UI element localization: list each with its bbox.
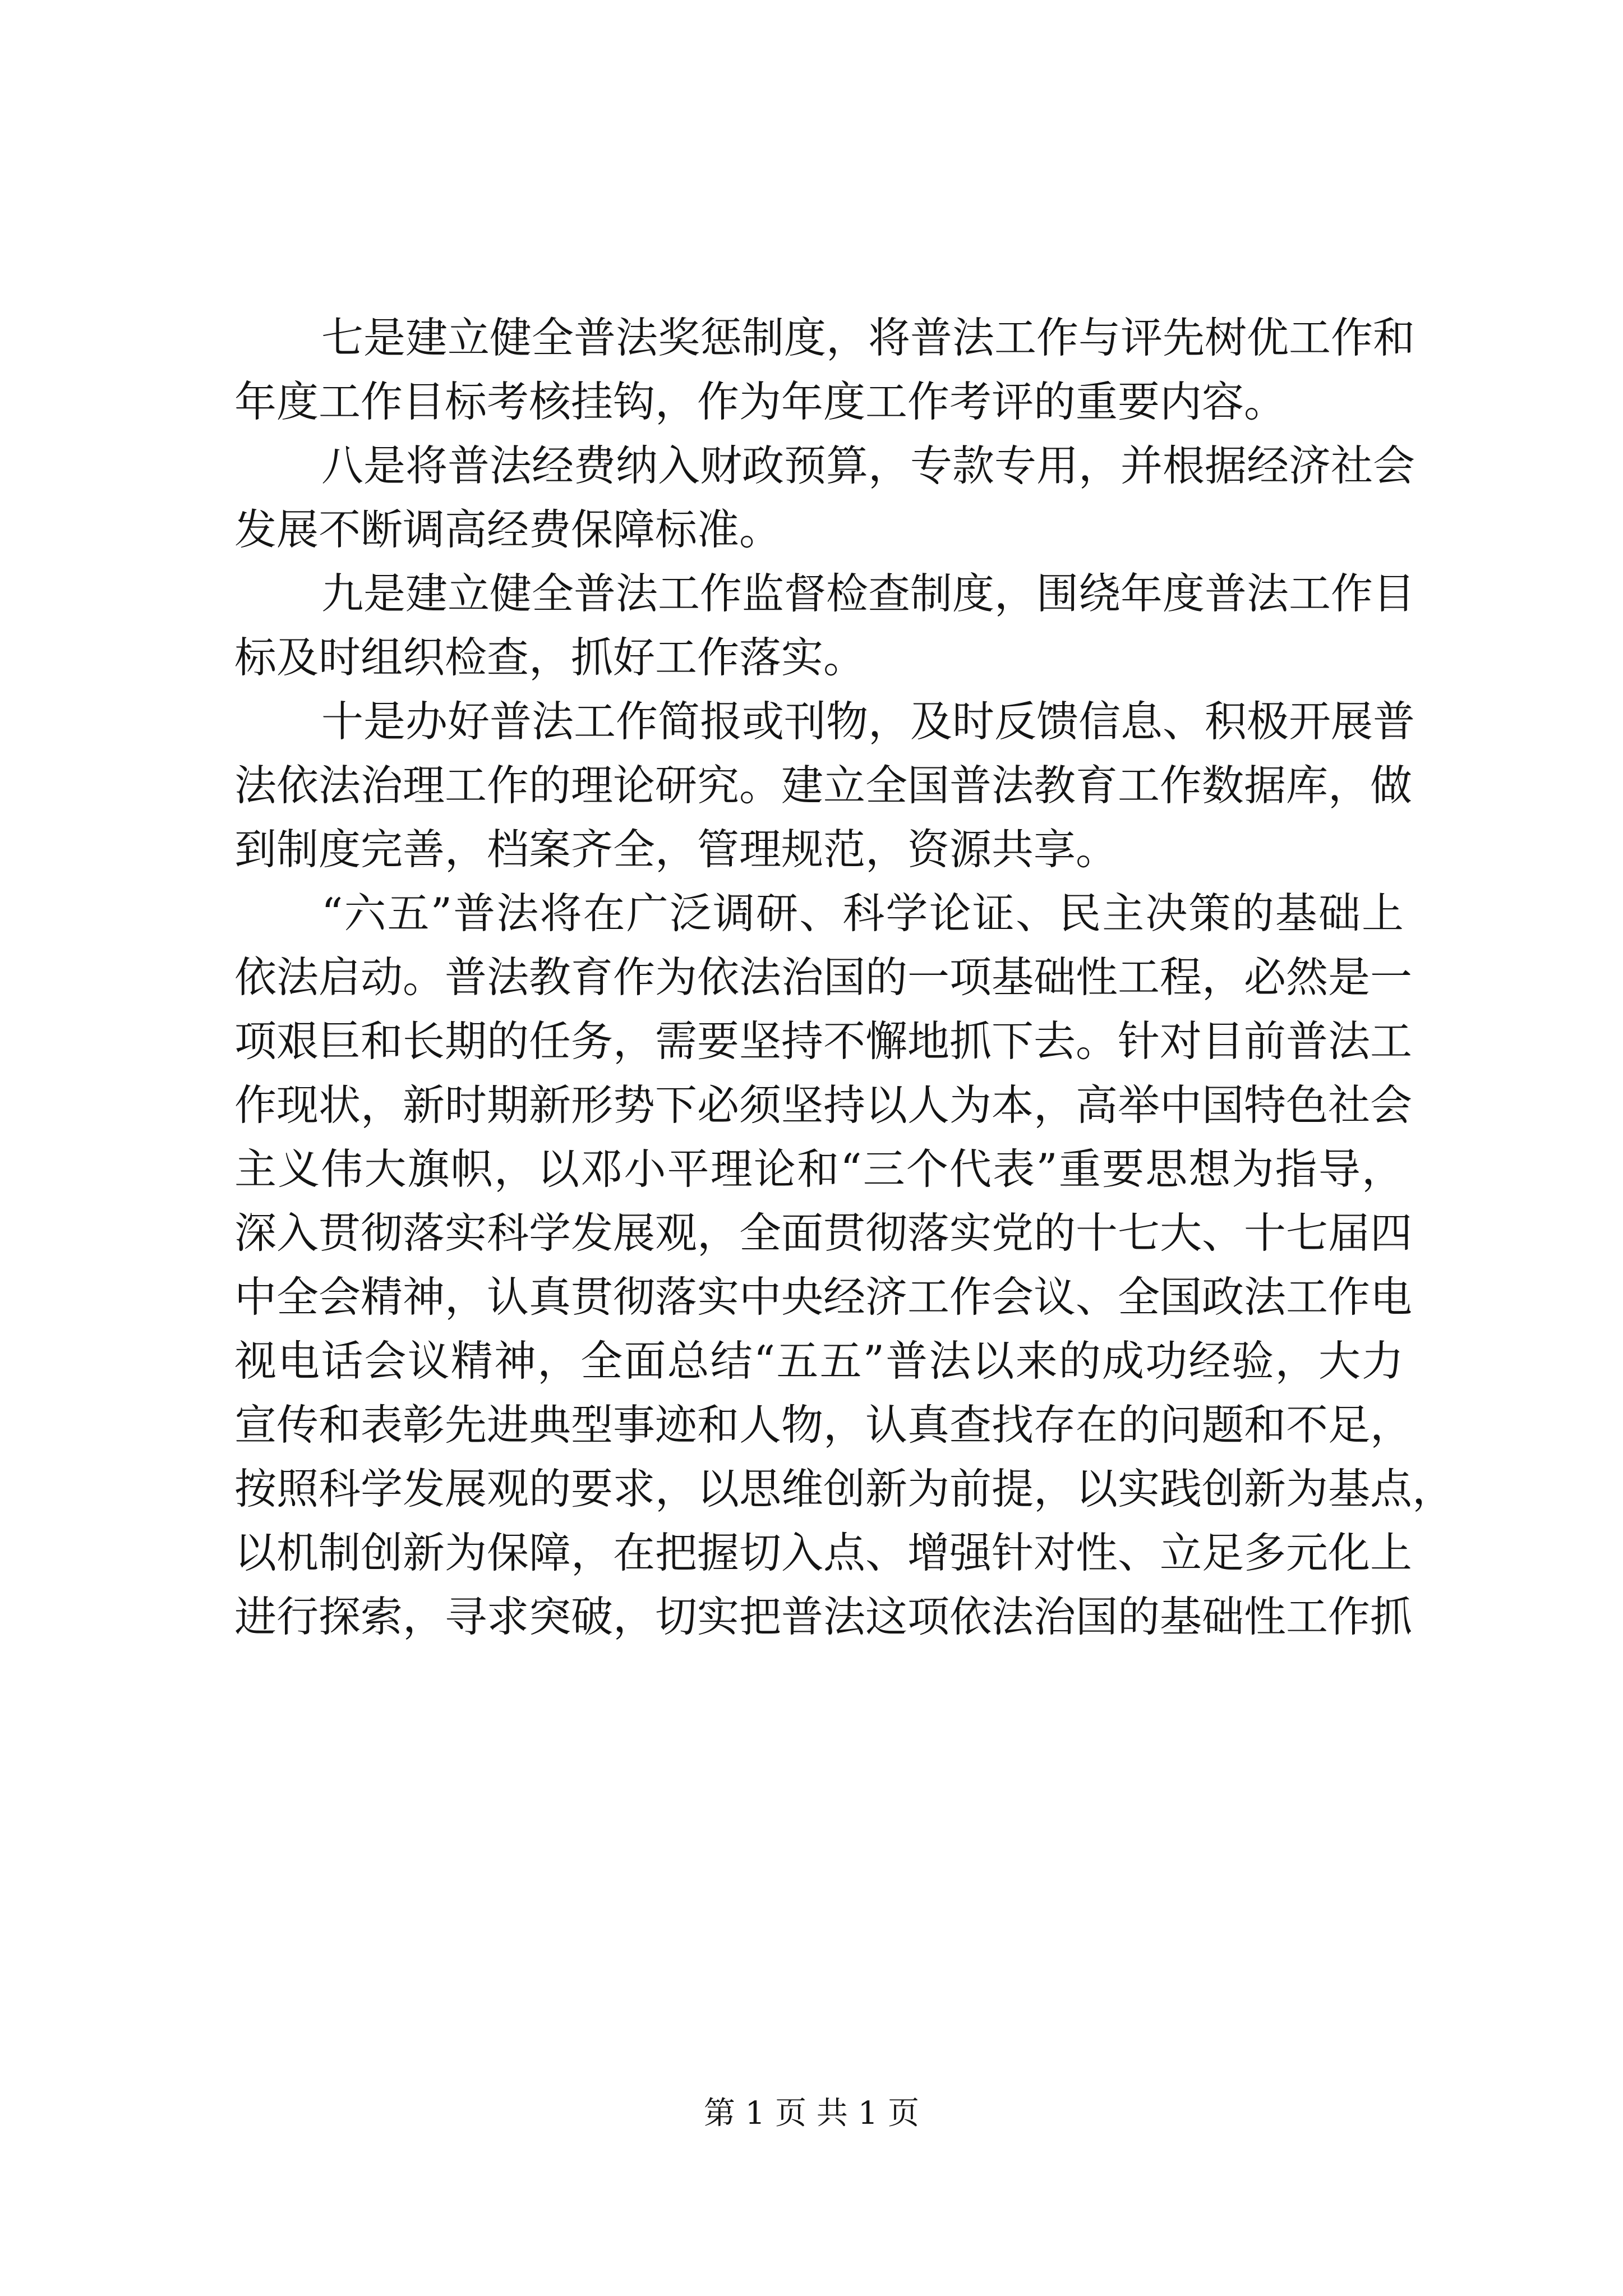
paragraph (234, 306, 1415, 434)
text-line: 以机制创新为保障，在把握切入点、增强针对性、立足多元化上 (234, 1528, 1413, 1577)
text-line: “六五”普法将在广泛调研、科学论证、民主决策的基础上 (321, 889, 1404, 938)
text-line: 中全会精神，认真贯彻落实中央经济工作会议、全国政法工作电 (234, 1272, 1413, 1322)
text-line: 作现状，新时期新形势下必须坚持以人为本，高举中国特色社会 (234, 1080, 1413, 1130)
page-footer: 第 1 页 共 1 页 (703, 2095, 920, 2132)
paragraph (234, 881, 1455, 1649)
text-line: 视电话会议精神，全面总结“五五”普法以来的成功经验，大力 (234, 1336, 1404, 1386)
paragraph (234, 689, 1415, 881)
text-line: 宣传和表彰先进典型事迹和人物，认真查找存在的问题和不足， (234, 1400, 1413, 1450)
paragraph (234, 562, 1415, 689)
text-line: 项艰巨和长期的任务，需要坚持不懈地抓下去。针对目前普法工 (234, 1016, 1413, 1066)
text-line: 依法启动。普法教育作为依法治国的一项基础性工程，必然是一 (234, 953, 1413, 1002)
text-line: 标及时组织检查，抓好工作落实。 (234, 633, 866, 682)
text-line: 十是办好普法工作简报或刊物，及时反馈信息、积极开展普 (321, 697, 1415, 746)
paragraph (234, 434, 1415, 562)
text-line: 九是建立健全普法工作监督检查制度，围绕年度普法工作目 (321, 569, 1415, 618)
text-line: 主义伟大旗帜，以邓小平理论和“三个代表”重要思想为指导， (234, 1144, 1404, 1194)
text-line: 按照科学发展观的要求，以思维创新为前提，以实践创新为基点， (234, 1464, 1455, 1513)
document-body (234, 306, 1455, 1649)
text-line: 法依法治理工作的理论研究。建立全国普法教育工作数据库，做 (234, 761, 1413, 810)
text-line: 八是将普法经费纳入财政预算，专款专用，并根据经济社会 (321, 441, 1415, 490)
text-line: 进行探索，寻求突破，切实把普法这项依法治国的基础性工作抓 (234, 1592, 1413, 1641)
text-line: 发展不断调高经费保障标准。 (234, 505, 782, 554)
text-line: 年度工作目标考核挂钩，作为年度工作考评的重要内容。 (234, 377, 1287, 426)
text-line: 深入贯彻落实科学发展观，全面贯彻落实党的十七大、十七届四 (234, 1208, 1413, 1258)
text-line: 七是建立健全普法奖惩制度，将普法工作与评先树优工作和 (321, 313, 1415, 362)
text-line: 到制度完善，档案齐全，管理规范，资源共享。 (234, 825, 1118, 874)
